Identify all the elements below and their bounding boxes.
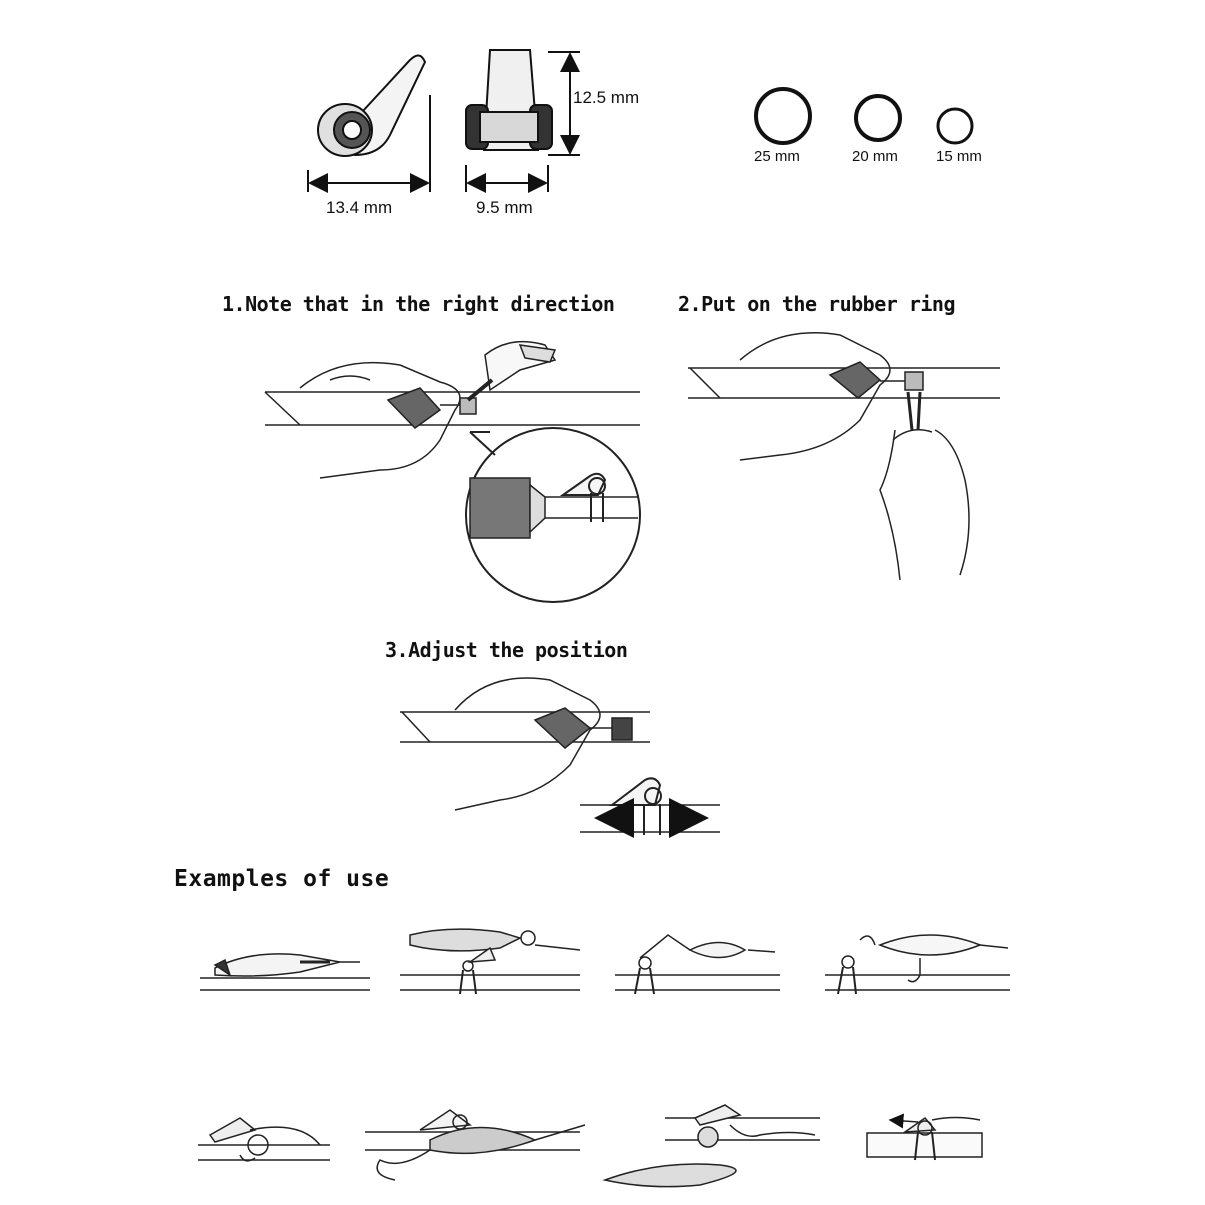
- step2-illustration: [688, 333, 1000, 580]
- example-worm-jig: [365, 1110, 585, 1180]
- height-label: 12.5 mm: [573, 88, 640, 107]
- example-jig-head: [198, 1118, 330, 1161]
- step3-caption: 3.Adjust the position: [385, 638, 628, 662]
- depth-dimension-line: [466, 165, 548, 192]
- example-spoon: [615, 935, 780, 994]
- example-texas-rig: [605, 1105, 820, 1187]
- step1-illustration: [265, 342, 640, 602]
- step2-caption: 2.Put on the rubber ring: [678, 292, 955, 316]
- ring-label-25: 25 mm: [754, 148, 800, 165]
- rubber-rings: [756, 89, 972, 143]
- example-minnow: [825, 935, 1010, 994]
- ring-label-20: 20 mm: [852, 148, 898, 165]
- example-squid-jig: [200, 954, 370, 990]
- step3-illustration: [400, 678, 720, 835]
- width-label: 13.4 mm: [326, 198, 393, 217]
- example-line-wrap: [867, 1118, 982, 1161]
- example-soft-lure: [400, 929, 580, 994]
- hook-keeper-front-view: [466, 50, 552, 150]
- hook-keeper-side-view: [318, 55, 425, 156]
- depth-label: 9.5 mm: [476, 198, 533, 217]
- examples-heading: Examples of use: [174, 866, 390, 892]
- ring-label-15: 15 mm: [936, 148, 982, 165]
- step1-caption: 1.Note that in the right direction: [222, 292, 615, 316]
